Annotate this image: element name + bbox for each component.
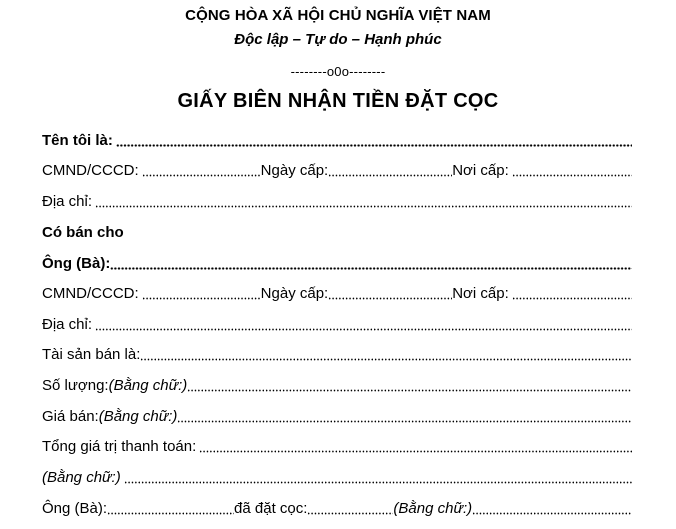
- sold-to-row: [42, 220, 632, 242]
- deposit-words-field[interactable]: [472, 500, 632, 515]
- total-field[interactable]: [199, 438, 632, 453]
- price-field[interactable]: [177, 408, 632, 423]
- buyer-address-row: [42, 312, 632, 334]
- total-words-row: [42, 465, 632, 487]
- asset-label: Tài sản bán là:: [42, 346, 141, 363]
- receiver-id-field[interactable]: [142, 162, 261, 177]
- receiver-id-row: [42, 158, 632, 180]
- buyer-name-label: Ông (Bà):: [42, 255, 111, 272]
- receiver-address-row: [42, 189, 632, 211]
- buyer-address-field[interactable]: [95, 316, 632, 331]
- receiver-name-field[interactable]: [116, 132, 632, 147]
- asset-row: [42, 342, 632, 364]
- quantity-field[interactable]: [187, 377, 632, 392]
- receiver-address-field[interactable]: [95, 193, 632, 208]
- buyer-address-label: Địa chỉ:: [42, 316, 93, 333]
- quantity-row: [42, 373, 632, 395]
- buyer-name-row: [42, 251, 632, 273]
- total-words-field[interactable]: [124, 469, 632, 484]
- deposit-person-label: Ông (Bà):: [42, 500, 108, 517]
- buyer-id-field[interactable]: [142, 285, 261, 300]
- price-words-label: (Bằng chữ:): [98, 408, 178, 425]
- buyer-issue-date-label: Ngày cấp:: [260, 285, 329, 302]
- quantity-words-label: (Bằng chữ:): [108, 377, 188, 394]
- deposited-label: đã đặt cọc:: [234, 500, 308, 517]
- price-label: Giá bán:: [42, 408, 99, 425]
- total-words-label: (Bằng chữ:): [42, 469, 121, 486]
- buyer-issue-place-label: Nơi cấp:: [452, 285, 509, 302]
- buyer-issue-date-field[interactable]: [328, 285, 452, 300]
- buyer-id-label: CMND/CCCD:: [42, 285, 139, 302]
- receiver-issue-place-field[interactable]: [512, 162, 632, 177]
- sold-to-label: Có bán cho: [42, 224, 124, 241]
- quantity-label: Số lượng:: [42, 377, 109, 394]
- national-heading: CỘNG HÒA XÃ HỘI CHỦ NGHĨA VIỆT NAM: [185, 7, 491, 24]
- total-label: Tổng giá trị thanh toán:: [42, 438, 197, 455]
- header-divider: --------o0o--------: [290, 64, 386, 79]
- receiver-address-label: Địa chỉ:: [42, 193, 93, 210]
- receiver-issue-date-field[interactable]: [328, 162, 452, 177]
- deposit-amount-field[interactable]: [307, 500, 393, 515]
- receiver-issue-date-label: Ngày cấp:: [260, 162, 329, 179]
- deposit-row: [42, 496, 632, 518]
- buyer-name-field[interactable]: [110, 255, 632, 270]
- receiver-issue-place-label: Nơi cấp:: [452, 162, 509, 179]
- total-row: [42, 434, 632, 456]
- receiver-name-row: [42, 128, 632, 150]
- price-row: [42, 404, 632, 426]
- national-motto: Độc lập – Tự do – Hạnh phúc: [234, 31, 442, 48]
- deposit-person-field[interactable]: [107, 500, 234, 515]
- deposit-words-label: (Bằng chữ:): [393, 500, 473, 517]
- receiver-name-label: Tên tôi là:: [42, 132, 113, 149]
- receiver-id-label: CMND/CCCD:: [42, 162, 139, 179]
- buyer-issue-place-field[interactable]: [512, 285, 632, 300]
- document-title: GIẤY BIÊN NHẬN TIỀN ĐẶT CỌC: [177, 90, 499, 112]
- asset-field[interactable]: [140, 346, 632, 361]
- buyer-id-row: [42, 281, 632, 303]
